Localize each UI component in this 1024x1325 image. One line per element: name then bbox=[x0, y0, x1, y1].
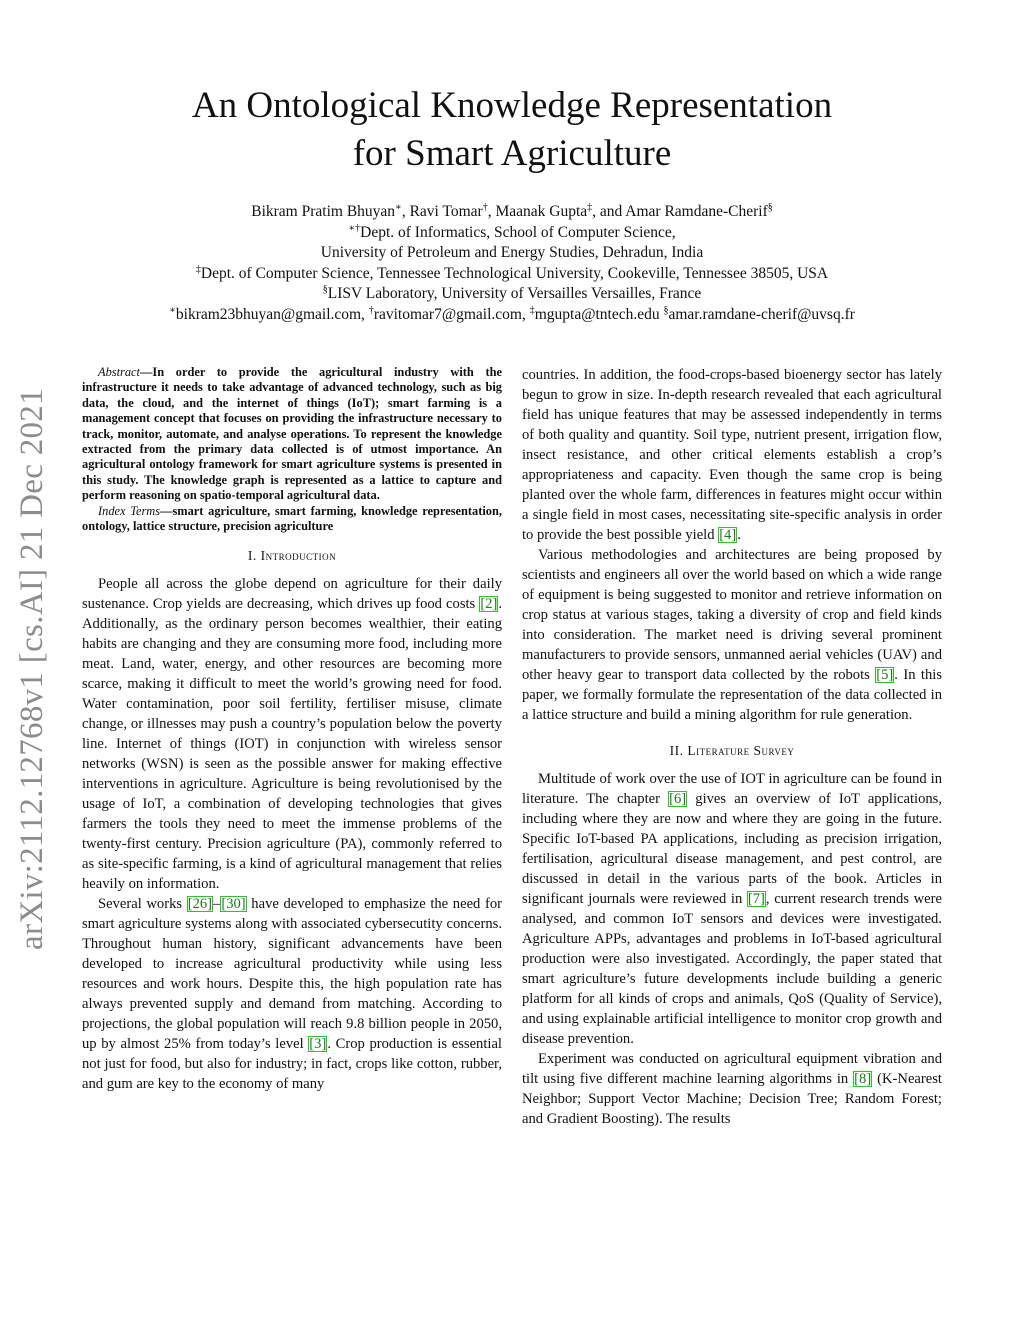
intro-p2-text-e: . bbox=[737, 527, 741, 543]
affiliation-3-text: Dept. of Computer Science, Tennessee Technological University, Cookeville, Tennessee 38505, USA bbox=[200, 264, 829, 282]
survey-paragraph-2 bbox=[522, 1049, 942, 1129]
author-names bbox=[80, 202, 944, 223]
intro-paragraph-2-continued bbox=[522, 365, 942, 545]
author-4: , and Amar Ramdane-Cherif bbox=[592, 203, 768, 220]
intro-p3-text-b: . In this paper, we formally formulate the representation of the data collected in a lattice structure and build a mining algorithm for rule generation. bbox=[522, 667, 942, 723]
intro-p2-text-a: Several works bbox=[98, 896, 187, 913]
intro-p2-text-b: have developed to emphasize the need for smart agriculture systems along with associated cybersecutity concerns. Throughout human history, significant advancements have been developed to increase agricultural productivity while using less resources and work hours. Despite this, the high population rate has always prevented supply and demand from matching. According to projections, the global population will reach 9.8 billion people in 2050, up by almost 25% from today’s level bbox=[82, 896, 502, 1053]
survey-p2-text-b: (K-Nearest Neighbor; Support Vector Machine; Decision Tree; Random Forest; and Gradient Boosting). The results bbox=[522, 1071, 942, 1127]
index-terms bbox=[82, 504, 502, 535]
title-line-1: An Ontological Knowledge Representation bbox=[191, 85, 833, 126]
email-2[interactable]: ravitomar7@gmail.com, bbox=[373, 305, 530, 323]
abstract-text: —In order to provide the agricultural industry with the infrastructure it needs to take advantage of advanced technology, such as big data, the cloud, and the internet of things (IoT); smart farming is a management concept that focuses on providing the infrastructure necessary to track, monitor, automate, and analyse operations. To represent the knowledge extracted from the primary data collected is of utmost importance. An agricultural ontology framework for smart agriculture systems is presented in this study. The knowledge graph is represented as a lattice to capture and perform reasoning on spatio-temporal agricultural data. bbox=[82, 365, 502, 503]
affiliation-4-mark: § bbox=[322, 283, 328, 295]
citation-link[interactable]: [4] bbox=[719, 527, 737, 543]
section-heading-literature-survey: II. Literature Survey bbox=[669, 743, 795, 758]
author-block bbox=[80, 202, 944, 325]
survey-paragraph-1 bbox=[522, 769, 942, 1049]
citation-link[interactable]: [26] bbox=[187, 896, 213, 913]
survey-p1-text-c: , current research trends were analysed, and common IoT sensors and devices were investigated. Agriculture APPs, advantages and problems in IoT-based agricultural production were also investigated. Accordingly, the paper stated that smart agriculture’s future developments include building a generic platform for all kinds of crops and animals, QoS (Quality of Service), and using explainable artificial intelligence to monitor crop growth and disease prevention. bbox=[522, 891, 942, 1047]
survey-p2-text-a: Experiment was conducted on agricultural equipment vibration and tilt using five different machine learning algorithms in bbox=[522, 1051, 942, 1087]
citation-link[interactable]: [6] bbox=[669, 791, 687, 807]
email-3-mark: ‡ bbox=[529, 304, 535, 316]
index-terms-label: Index Terms bbox=[98, 503, 161, 518]
intro-p2-text-d: countries. In addition, the food-crops-based bioenergy sector has lately begun to grow in size. In-depth research revealed that each agricultural field has unique features that may be assessed independently in terms of both quality and quantity. Soil type, nutrient present, irrigation flow, insect resistance, and other critical elements establish a crop’s appropriateness and capacity. Even though the same crop is being planted over the whole farm, differences in features might occur within a single field in most cases, necessitating site-specific analysis in order to provide the best possible yield bbox=[522, 367, 942, 543]
email-2-mark: † bbox=[368, 304, 374, 316]
intro-paragraph-2 bbox=[82, 894, 502, 1094]
affiliation-1-mark: ∗† bbox=[348, 222, 361, 234]
affiliation-4 bbox=[80, 284, 944, 305]
paper-title bbox=[80, 82, 944, 178]
citation-link[interactable]: [2] bbox=[480, 596, 498, 613]
affiliation-2: University of Petroleum and Energy Studies, Dehradun, India bbox=[320, 244, 704, 261]
abstract-label: Abstract bbox=[98, 365, 140, 379]
author-3: , Maanak Gupta bbox=[487, 203, 588, 220]
email-4[interactable]: amar.ramdane-cherif@uvsq.fr bbox=[668, 305, 855, 323]
author-emails bbox=[80, 305, 944, 326]
index-terms-text: —smart agriculture, smart farming, knowledge representation, ontology, lattice structure, precision agriculture bbox=[82, 503, 502, 534]
intro-p1-text-a: People all across the globe depend on agriculture for their daily sustenance. Crop yields are decreasing, which drives up food costs bbox=[82, 576, 502, 613]
citation-range-dash: – bbox=[213, 896, 221, 913]
affiliation-1-text: Dept. of Informatics, School of Computer Science, bbox=[360, 223, 676, 241]
section-heading-introduction: I. Introduction bbox=[247, 548, 337, 564]
author-4-mark: § bbox=[767, 201, 773, 213]
intro-p2-text-c: . Crop production is essential not just for food, but also for industry; in fact, crops like cotton, rubber, and gum are key to the economy of many bbox=[82, 1036, 502, 1093]
email-1-mark: ∗ bbox=[169, 304, 176, 316]
author-1-mark: ∗ bbox=[395, 201, 402, 213]
affiliation-4-text: LISV Laboratory, University of Versailles Versailles, France bbox=[327, 285, 702, 302]
author-2: , Ravi Tomar bbox=[401, 203, 483, 220]
author-1: Bikram Pratim Bhuyan bbox=[251, 203, 396, 220]
intro-p1-text-b: . Additionally, as the ordinary person becomes wealthier, their eating habits are changing and they are consuming more food, including more meat. Land, water, energy, and other resources are becoming more scarce, making it difficult to meet the world’s growing need for food. Water contamination, poor soil fertility, fertiliser misuse, climate change, or illnesses may push a country’s population below the poverty line. Internet of things (IOT) in conjunction with wireless sensor networks (WSN) is seen as the possible answer for making effective interventions in agriculture. Agriculture is being revolutionised by the usage of IoT, a combination of developing technologies that gives farmers the tools they need to meet the immense problems of the twenty-first century. Precision agriculture (PA), commonly referred to as site-specific farming, is a kind of agricultural management that relies heavily on information. bbox=[82, 596, 502, 893]
left-column bbox=[82, 365, 502, 1094]
right-column bbox=[522, 365, 942, 1129]
affiliation-1 bbox=[80, 223, 944, 244]
arxiv-identifier: arXiv:2112.12768v1 [cs.AI] 21 Dec 2021 bbox=[14, 388, 50, 950]
survey-p1-text-a: Multitude of work over the use of IOT in agriculture can be found in literature. The chapter bbox=[522, 771, 942, 807]
email-4-mark: § bbox=[663, 304, 669, 316]
citation-link[interactable]: [7] bbox=[747, 891, 765, 907]
citation-link[interactable]: [8] bbox=[854, 1071, 872, 1087]
affiliation-3 bbox=[80, 264, 944, 285]
author-2-mark: † bbox=[482, 201, 488, 213]
intro-paragraph-3 bbox=[522, 545, 942, 725]
citation-link[interactable]: [5] bbox=[876, 667, 894, 683]
survey-p1-text-b: gives an overview of IoT applications, including where they are now and where they are going in the future. Specific IoT-based PA applications, including as precision irrigation, fertilisation, agricultural disease management, and pest control, are discussed in detail in the various parts of the book. Articles in significant journals were reviewed in bbox=[522, 791, 942, 907]
intro-paragraph-1 bbox=[82, 574, 502, 894]
citation-link[interactable]: [3] bbox=[309, 1036, 327, 1053]
email-1[interactable]: bikram23bhuyan@gmail.com, bbox=[175, 305, 369, 323]
author-3-mark: ‡ bbox=[587, 201, 593, 213]
email-3[interactable]: mgupta@tntech.edu bbox=[534, 305, 664, 323]
title-line-2: for Smart Agriculture bbox=[352, 133, 672, 174]
affiliation-3-mark: ‡ bbox=[195, 263, 201, 275]
intro-p3-text-a: Various methodologies and architectures are being proposed by scientists and engineers all over the world based on which a wide range of equipment is being suggested to monitor and retrieve information on crop status at various stages, taking a diversity of crop and field kinds into consideration. The market need is driving several prominent manufacturers to provide sensors, unmanned aerial vehicles (UAV) and other heavy gear to transport data collected by the robots bbox=[522, 547, 942, 683]
abstract bbox=[82, 365, 502, 504]
citation-link[interactable]: [30] bbox=[221, 896, 246, 913]
